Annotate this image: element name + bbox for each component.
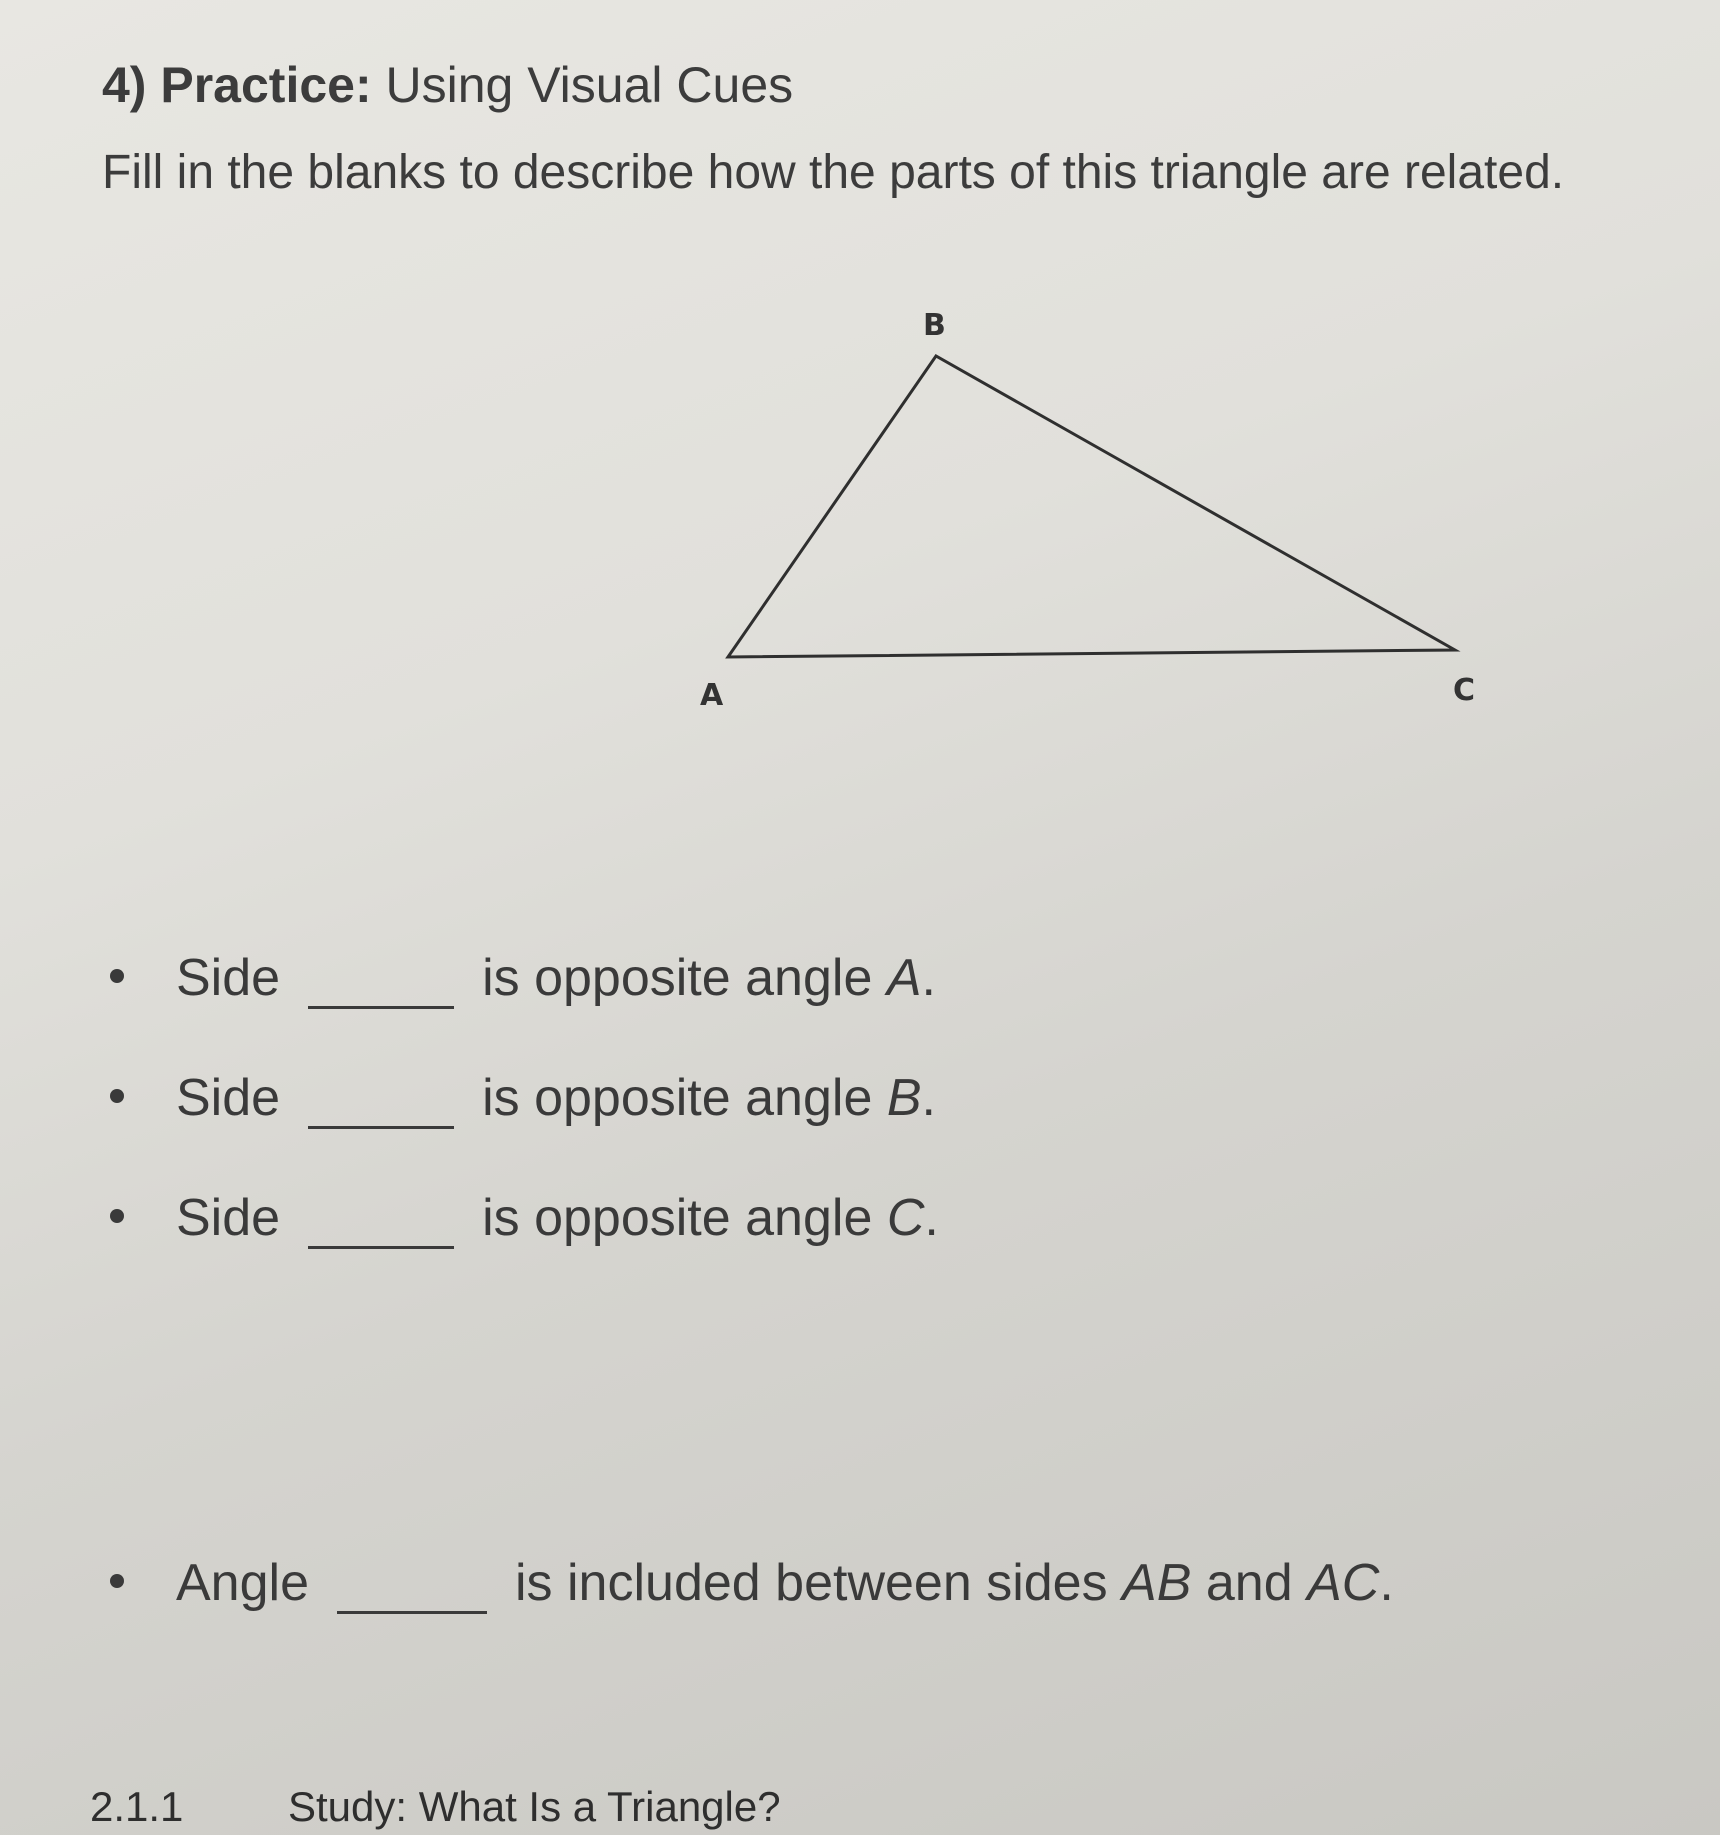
triangle-figure [680, 290, 1480, 730]
item-text: is included between sides [515, 1554, 1108, 1612]
item-end: . [921, 1069, 936, 1127]
item-prefix: Side [176, 1189, 281, 1247]
item-text: is opposite angle [482, 1069, 873, 1127]
bullet [110, 1574, 124, 1588]
vertex-label-c: C [1453, 673, 1476, 708]
item-text: is opposite angle [482, 1189, 873, 1247]
item-side-1: AB [1122, 1554, 1192, 1612]
item-prefix: Side [176, 949, 281, 1007]
item-description [482, 1188, 939, 1248]
item-prefix: Angle [176, 1554, 309, 1612]
exercise-heading [102, 56, 793, 114]
list-item [110, 1188, 939, 1248]
triangle-shape [728, 356, 1455, 657]
footer-section-number: 2.1.1 [90, 1783, 184, 1830]
answer-blank-2[interactable] [308, 1125, 454, 1129]
item-description [482, 948, 936, 1008]
vertex-label-b: B [923, 308, 946, 343]
item-angle: C [886, 1189, 925, 1247]
list-item [110, 1068, 936, 1128]
exercise-number: 4) [102, 57, 147, 113]
answer-blank-1[interactable] [308, 1005, 454, 1009]
answer-blank-3[interactable] [308, 1245, 454, 1249]
list-item [110, 948, 936, 1008]
exercise-label: Practice: [160, 57, 372, 113]
item-side-2: AC [1307, 1554, 1380, 1612]
bullet [110, 1209, 124, 1223]
item-conjunction: and [1205, 1554, 1293, 1612]
item-angle: B [886, 1069, 922, 1127]
item-end: . [924, 1189, 939, 1247]
item-angle: A [886, 949, 922, 1007]
item-end: . [921, 949, 936, 1007]
item-end: . [1379, 1554, 1394, 1612]
answer-blank-4[interactable] [337, 1610, 487, 1614]
exercise-title: Using Visual Cues [385, 57, 794, 113]
item-prefix: Side [176, 1069, 281, 1127]
item-description [515, 1553, 1394, 1613]
footer-study-title: Study: What Is a Triangle? [288, 1783, 781, 1830]
vertex-label-a: A [700, 678, 724, 713]
instruction-text: Fill in the blanks to describe how the parts of this triangle are related. [102, 146, 1565, 199]
item-text: is opposite angle [482, 949, 873, 1007]
list-item-angle [110, 1553, 1394, 1613]
item-description [482, 1068, 936, 1128]
bullet [110, 969, 124, 983]
bullet [110, 1089, 124, 1103]
